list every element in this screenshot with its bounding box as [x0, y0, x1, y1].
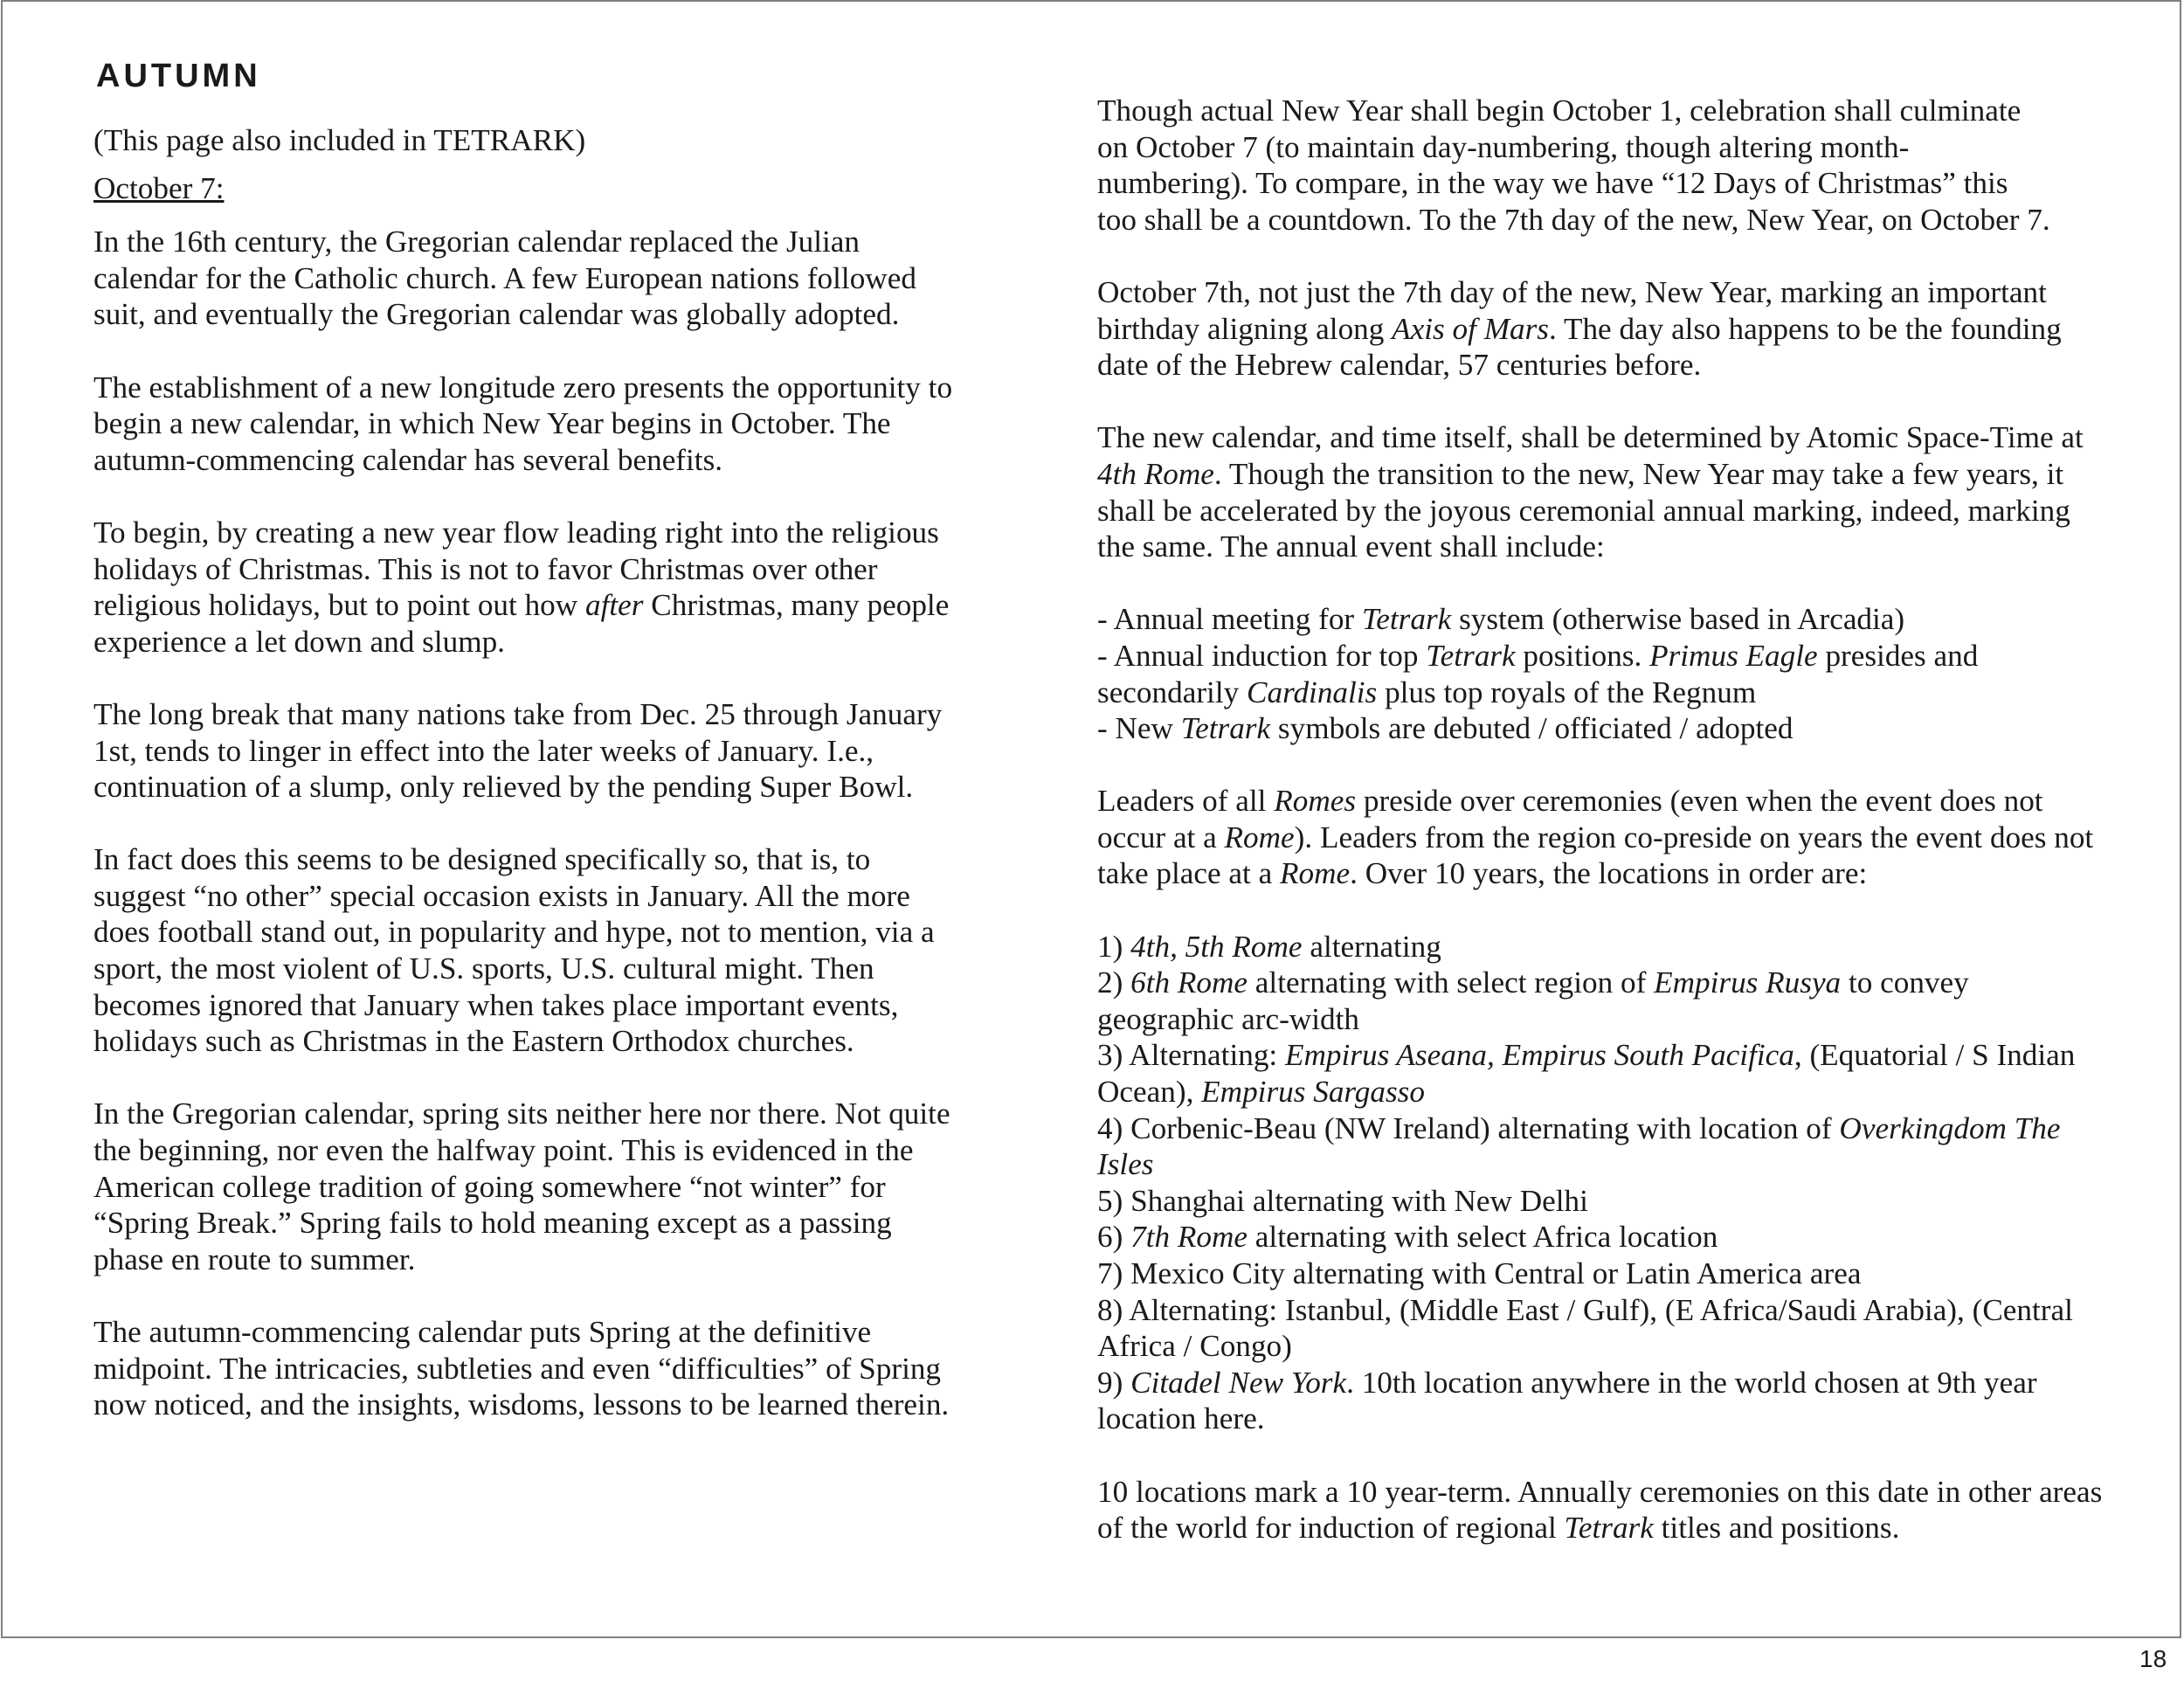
paragraph: To begin, by creating a new year flow leading right into the religious holidays of Christmas. This is not to favor Christmas over other religious holidays, but to point out how after Christmas, many people experience a let down and slump.	[93, 515, 950, 659]
paragraph: The long break that many nations take from Dec. 25 through January 1st, tends to linger in effect into the later weeks of January. I.e., continuation of a slump, only relieved by the pending Super Bowl.	[93, 696, 943, 805]
list-item: 4) Corbenic-Beau (NW Ireland) alternating with location of Overkingdom The Isles	[1097, 1110, 2061, 1182]
paragraph: In the 16th century, the Gregorian calendar replaced the Julian calendar for the Catholic church. A few European nations followed suit, and eventually the Gregorian calendar was globally adopted.	[93, 225, 916, 332]
list-item: - Annual meeting for Tetrark system (otherwise based in Arcadia)	[1097, 602, 1905, 637]
section-heading: AUTUMN	[96, 58, 261, 94]
list-item: - Annual induction for top Tetrark positions. Primus Eagle presides and secondarily Cardinalis plus top royals of the Regnum	[1097, 638, 1979, 709]
list-item: 2) 6th Rome alternating with select region of Empirus Rusya to convey geographic arc-width	[1097, 965, 1969, 1036]
inclusion-note: (This page also included in TETRARK)	[93, 123, 586, 157]
list-item: 9) Citadel New York. 10th location anywhere in the world chosen at 9th year location here.	[1097, 1365, 2037, 1436]
paragraph: 10 locations mark a 10 year-term. Annually ceremonies on this date in other areas of the world for induction of regional Tetrark titles and positions.	[1097, 1474, 2103, 1546]
paragraph: The autumn-commencing calendar puts Spring at the definitive midpoint. The intricacies, subtleties and even “difficulties” of Spring now noticed, and the insights, wisdoms, lessons to be learned therein.	[93, 1315, 950, 1422]
paragraph: The establishment of a new longitude zero presents the opportunity to begin a new calendar, in which New Year begins in October. The autumn-commencing calendar has several benefits.	[93, 370, 953, 477]
list-item: 8) Alternating: Istanbul, (Middle East / Gulf), (E Africa/Saudi Arabia), (Central Africa / Congo)	[1097, 1292, 2073, 1364]
list-item: - New Tetrark symbols are debuted / officiated / adopted	[1097, 711, 1794, 746]
paragraph: Though actual New Year shall begin October 1, celebration shall culminate on October 7 (to maintain day-numbering, though altering month- numbering). To compare, in the way we have “12 Days of Christmas” this too shall be a countdown. To the 7th day of the new, New Year, on October 7.	[1097, 93, 2050, 237]
list-item: 7) Mexico City alternating with Central or Latin America area	[1097, 1256, 1862, 1290]
list-item: 5) Shanghai alternating with New Delhi	[1097, 1183, 1588, 1218]
paragraph: The new calendar, and time itself, shall be determined by Atomic Space-Time at 4th Rome. Though the transition to the new, New Year may take a few years, it shall be accelerated by the joyous ceremonial annual marking, indeed, marking the same. The annual event shall include:	[1097, 420, 2084, 564]
paragraph: In fact does this seems to be designed specifically so, that is, to suggest “no other” special occasion exists in January. All the more does football stand out, in popularity and hype, not to mention, via a sport, the most violent of U.S. sports, U.S. cultural might. Then becomes ignored that January when takes place important events, holidays such as Christmas in the Eastern Orthodox churches.	[93, 842, 935, 1059]
paragraph: Leaders of all Romes preside over ceremonies (even when the event does not occur at a Rome). Leaders from the region co-preside on years the event does not take place at a Rome. Over 10 years, the locations in order are:	[1097, 784, 2094, 891]
date-label: October 7:	[93, 170, 225, 205]
list-item: 3) Alternating: Empirus Aseana, Empirus South Pacifica, (Equatorial / S Indian Ocean), Empirus Sargasso	[1097, 1038, 2076, 1110]
list-item: 6) 7th Rome alternating with select Africa location	[1097, 1220, 1718, 1255]
page-number: 18	[2139, 1645, 2167, 1672]
right-column	[1097, 93, 2111, 1546]
paragraph: In the Gregorian calendar, spring sits neither here nor there. Not quite the beginning, nor even the halfway point. This is evidenced in the American college tradition of going somewhere “not winter” for “Spring Break.” Spring fails to hold meaning except as a passing phase en route to summer.	[93, 1096, 950, 1276]
paragraph: October 7th, not just the 7th day of the new, New Year, marking an important birthday aligning along Axis of Mars. The day also happens to be the founding date of the Hebrew calendar, 57 centuries before.	[1097, 274, 2062, 383]
left-column	[93, 122, 967, 1423]
list-item: 1) 4th, 5th Rome alternating	[1097, 929, 1441, 964]
